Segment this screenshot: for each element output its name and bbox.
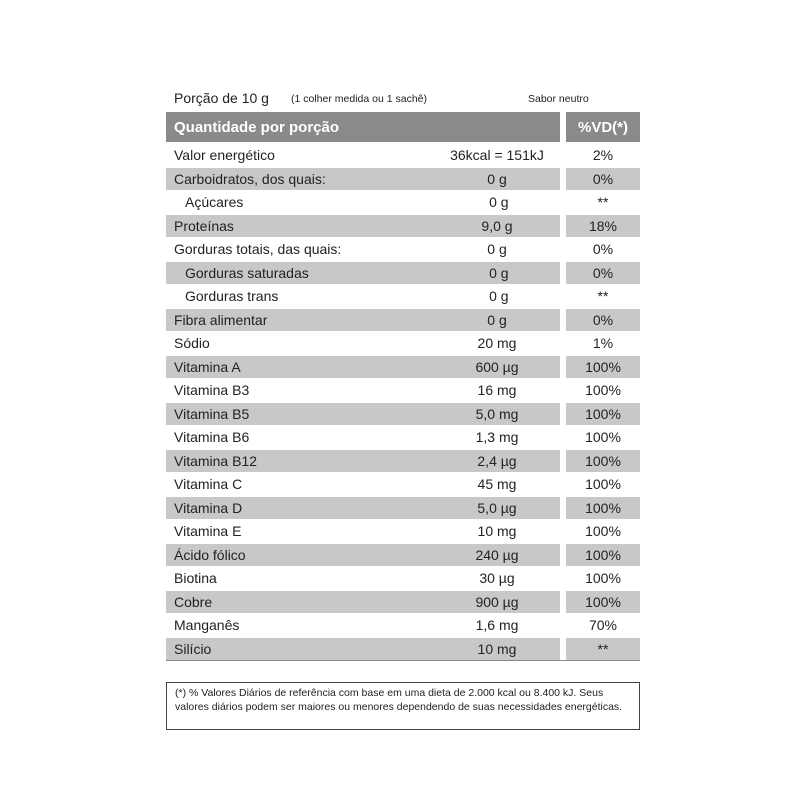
nutrient-daily-value: 18% (566, 215, 640, 238)
nutrient-daily-value: 0% (592, 241, 614, 258)
nutrient-daily-value: 0% (566, 168, 640, 191)
nutrient-daily-value: 100% (585, 570, 621, 587)
nutrient-amount: 20 mg (477, 335, 517, 352)
nutrient-amount: 9,0 g (481, 217, 513, 234)
nutrient-amount: 45 mg (477, 476, 517, 493)
nutrient-daily-value: 100% (566, 356, 640, 379)
nutrient-name: Gorduras saturadas (185, 264, 309, 281)
table-row (166, 355, 640, 379)
nutrient-amount: 1,3 mg (475, 429, 519, 446)
nutrient-amount: 600 µg (475, 358, 519, 375)
nutrient-name: Carboidratos, dos quais: (174, 170, 326, 187)
nutrient-name: Vitamina B12 (174, 452, 258, 469)
serving-info (166, 88, 640, 112)
nutrient-name: Cobre (174, 593, 213, 610)
nutrient-name: Valor energético (174, 147, 275, 164)
nutrient-daily-value: 100% (585, 429, 621, 446)
table-row (166, 167, 640, 191)
table-row (166, 590, 640, 614)
table-row (166, 190, 640, 214)
nutrient-amount: 1,6 mg (475, 617, 519, 634)
nutrient-amount: 10 mg (477, 640, 517, 657)
table-body (166, 143, 640, 661)
nutrient-name: Vitamina C (174, 476, 243, 493)
nutrient-daily-value: 100% (585, 476, 621, 493)
table-row (166, 378, 640, 402)
nutrient-name: Silício (174, 640, 212, 657)
nutrient-daily-value: 0% (566, 309, 640, 332)
nutrient-daily-value: 100% (585, 523, 621, 540)
nutrient-name: Vitamina B6 (174, 429, 250, 446)
table-row (166, 331, 640, 355)
nutrient-name: Açúcares (185, 194, 244, 211)
nutrient-amount: 900 µg (475, 593, 519, 610)
nutrient-amount: 0 g (487, 241, 507, 258)
nutrient-daily-value: ** (597, 194, 609, 211)
nutrient-name: Vitamina E (174, 523, 242, 540)
nutrient-name: Sódio (174, 335, 210, 352)
nutrient-amount: 36kcal = 151kJ (450, 147, 544, 164)
header-quantity: Quantidade por porção (166, 112, 560, 142)
nutrient-name: Fibra alimentar (174, 311, 268, 328)
table-row (166, 519, 640, 543)
nutrient-daily-value: 100% (585, 382, 621, 399)
nutrient-daily-value: 100% (566, 497, 640, 520)
table-row (166, 613, 640, 637)
table-row (166, 261, 640, 285)
nutrient-daily-value: 100% (566, 450, 640, 473)
nutrient-amount: 2,4 µg (477, 452, 517, 469)
flavor-label: Sabor neutro (528, 93, 589, 105)
nutrient-amount: 0 g (489, 264, 509, 281)
nutrient-daily-value: ** (597, 288, 609, 305)
table-row (166, 284, 640, 308)
nutrient-daily-value: 1% (592, 335, 614, 352)
nutrient-amount: 5,0 µg (477, 499, 517, 516)
table-row (166, 472, 640, 496)
nutrient-amount: 5,0 mg (475, 405, 519, 422)
nutrient-daily-value: 100% (566, 544, 640, 567)
nutrient-amount: 0 g (487, 170, 507, 187)
nutrient-amount: 10 mg (477, 523, 517, 540)
serving-size: Porção de 10 g (174, 90, 269, 106)
nutrient-daily-value: 0% (566, 262, 640, 285)
nutrient-amount: 16 mg (477, 382, 517, 399)
nutrient-name: Gorduras totais, das quais: (174, 241, 342, 258)
table-row (166, 214, 640, 238)
table-row (166, 449, 640, 473)
nutrient-amount: 240 µg (475, 546, 519, 563)
header-daily-value: %VD(*) (566, 112, 640, 142)
nutrient-name: Vitamina B3 (174, 382, 250, 399)
nutrition-table (166, 88, 640, 661)
nutrient-name: Gorduras trans (185, 288, 279, 305)
table-row (166, 543, 640, 567)
nutrient-name: Proteínas (174, 217, 234, 234)
table-row (166, 143, 640, 167)
table-row (166, 402, 640, 426)
table-row (166, 425, 640, 449)
nutrient-daily-value: 100% (566, 403, 640, 426)
nutrient-amount: 30 µg (479, 570, 515, 587)
nutrient-name: Vitamina A (174, 358, 241, 375)
footnote: (*) % Valores Diários de referência com base em uma dieta de 2.000 kcal ou 8.400 kJ. Seus valores diários podem ser maiores ou menores dependendo de suas necessidades energéticas. (166, 682, 640, 730)
table-row (166, 637, 640, 661)
nutrient-name: Ácido fólico (174, 546, 246, 563)
table-header (166, 112, 640, 142)
table-row (166, 496, 640, 520)
serving-measure: (1 colher medida ou 1 sachê) (291, 93, 427, 105)
nutrient-daily-value: 70% (588, 617, 618, 634)
nutrient-amount: 0 g (489, 194, 509, 211)
nutrient-name: Manganês (174, 617, 240, 634)
table-row (166, 566, 640, 590)
nutrient-name: Vitamina B5 (174, 405, 250, 422)
nutrient-daily-value: 2% (592, 147, 614, 164)
table-row (166, 308, 640, 332)
nutrient-amount: 0 g (487, 311, 507, 328)
nutrient-daily-value: ** (566, 638, 640, 661)
nutrient-name: Biotina (174, 570, 217, 587)
nutrient-daily-value: 100% (566, 591, 640, 614)
nutrient-name: Vitamina D (174, 499, 243, 516)
nutrient-amount: 0 g (489, 288, 509, 305)
table-row (166, 237, 640, 261)
